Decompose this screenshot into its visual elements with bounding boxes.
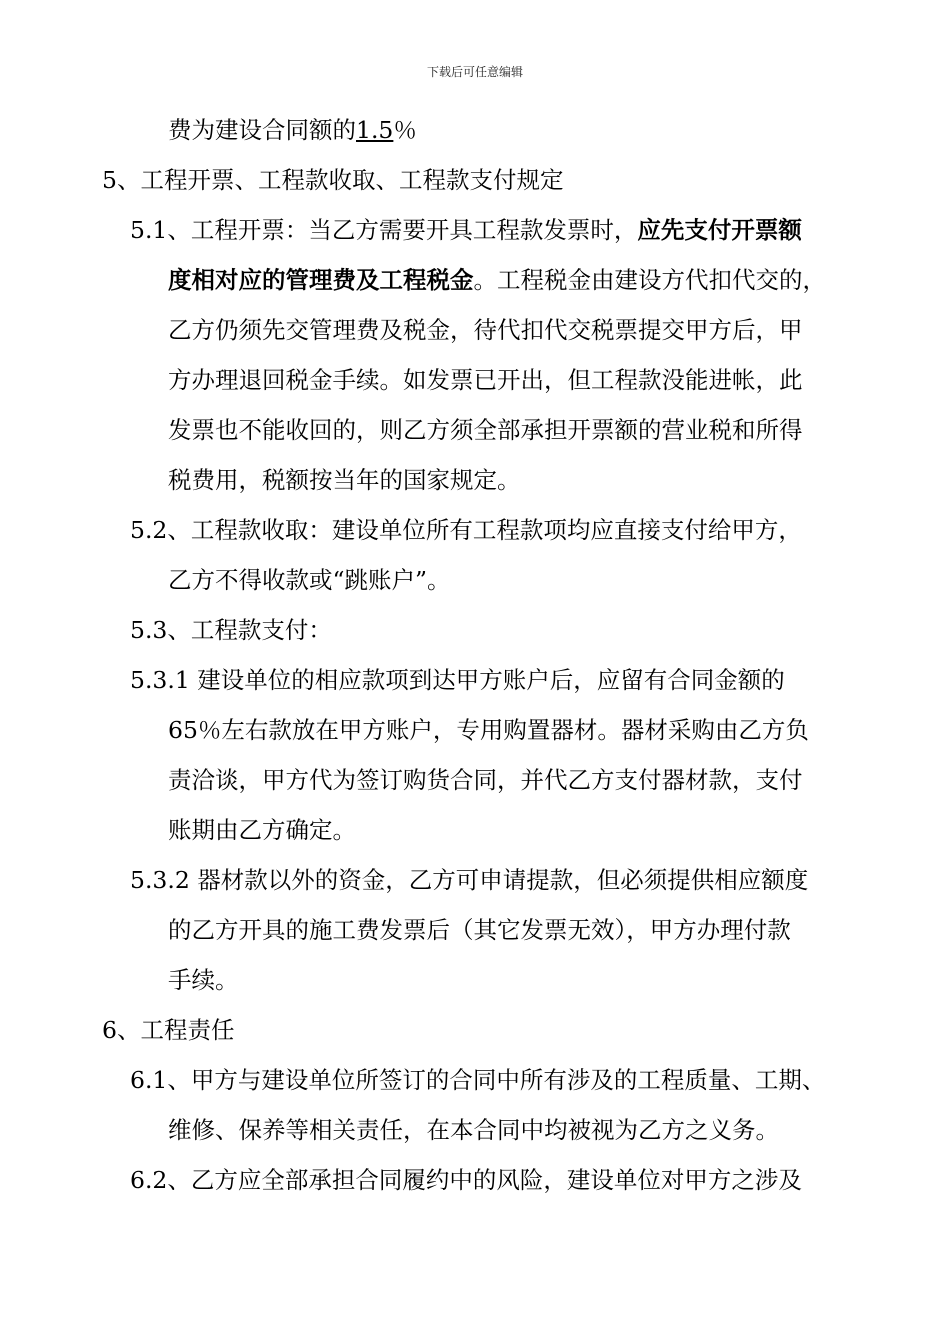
section-heading-6: 6、工程责任 <box>102 1016 235 1044</box>
text-line: 手续。 <box>168 966 239 994</box>
clause-5-1: 5.1、工程开票：当乙方需要开具工程款发票时，应先支付开票额 <box>130 216 802 244</box>
rate-value: 1.5 <box>356 116 394 144</box>
clause-5-3-1: 5.3.1 建设单位的相应款项到达甲方账户后，应留有合同金额的 <box>130 666 785 694</box>
emphasis-text: 度相对应的管理费及工程税金 <box>168 266 474 294</box>
clause-5-2: 5.2、工程款收取：建设单位所有工程款项均应直接支付给甲方， <box>130 516 802 544</box>
clause-5-3: 5.3、工程款支付： <box>130 616 332 644</box>
text-line: 方办理退回税金手续。如发票已开出，但工程款没能进帐，此 <box>168 366 803 394</box>
text-line: 维修、保养等相关责任，在本合同中均被视为乙方之义务。 <box>168 1116 779 1144</box>
section-heading-5: 5、工程开票、工程款收取、工程款支付规定 <box>102 166 564 194</box>
text-line: 税费用，税额按当年的国家规定。 <box>168 466 521 494</box>
page-header: 下载后可任意编辑 <box>426 65 523 79</box>
text-line: 65％左右款放在甲方账户，专用购置器材。器材采购由乙方负 <box>168 716 809 744</box>
clause-6-2: 6.2、乙方应全部承担合同履约中的风险，建设单位对甲方之涉及 <box>130 1166 802 1194</box>
clause-6-1: 6.1、甲方与建设单位所签订的合同中所有涉及的工程质量、工期、 <box>130 1066 826 1094</box>
text-line: 发票也不能收回的，则乙方须全部承担开票额的营业税和所得 <box>168 416 803 444</box>
text-line: 乙方不得收款或“跳账户”。 <box>168 566 451 594</box>
clause-5-3-2: 5.3.2 器材款以外的资金，乙方可申请提款，但必须提供相应额度 <box>130 866 809 894</box>
emphasis-text: 应先支付开票额 <box>637 216 802 244</box>
text-line: 账期由乙方确定。 <box>168 816 356 844</box>
text-line: 的乙方开具的施工费发票后（其它发票无效），甲方办理付款 <box>168 916 791 944</box>
text-line: 费为建设合同额的1.5％ <box>168 116 417 144</box>
text-line: 度相对应的管理费及工程税金。工程税金由建设方代扣代交的， <box>168 266 826 294</box>
text-line: 责洽谈，甲方代为签订购货合同，并代乙方支付器材款，支付 <box>168 766 803 794</box>
text-line: 乙方仍须先交管理费及税金，待代扣代交税票提交甲方后，甲 <box>168 316 803 344</box>
